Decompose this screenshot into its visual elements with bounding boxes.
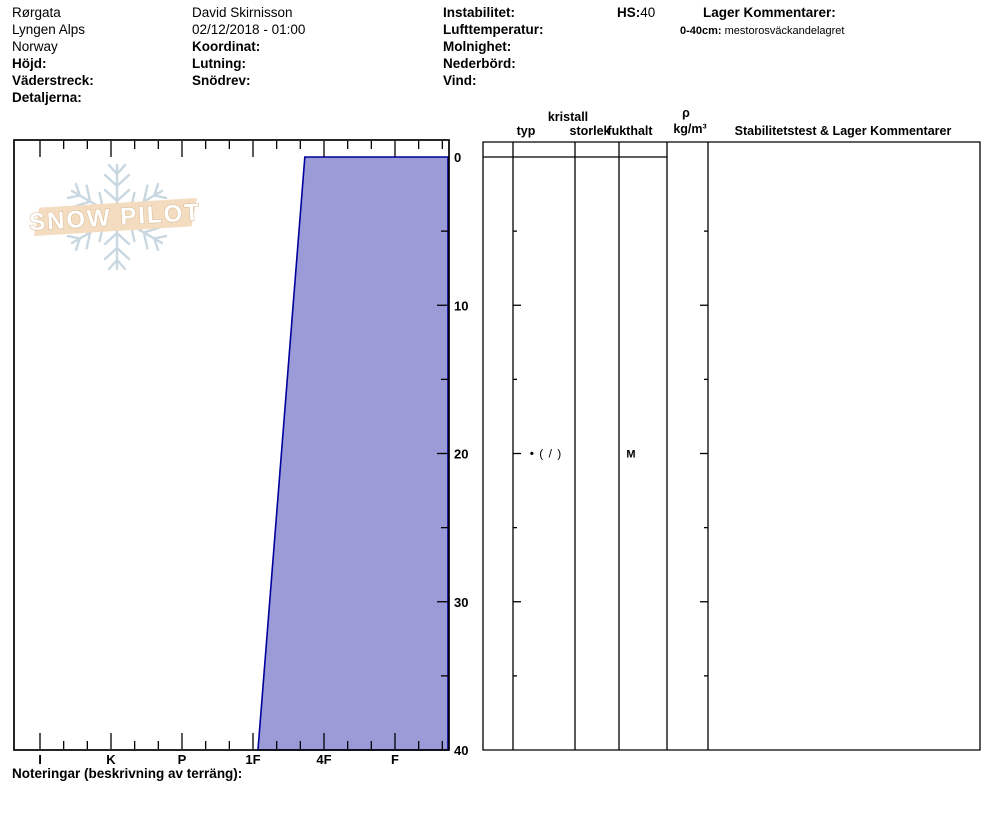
layer-comment-range: 0-40cm:	[680, 25, 722, 37]
hardness-axis-label: I	[38, 752, 42, 767]
hardness-axis-label: 4F	[316, 752, 332, 767]
logo-text: SNOW PILOT	[28, 198, 202, 237]
logo-banner	[28, 198, 201, 236]
layer-comment-text: mestorosväckandelagret	[724, 25, 845, 37]
hardness-axis-label: F	[391, 752, 399, 767]
noteringar-label: Noteringar (beskrivning av terräng):	[12, 766, 243, 781]
nederbord-label: Nederbörd:	[443, 56, 516, 71]
location-name: Rørgata	[12, 5, 61, 20]
country-name: Norway	[12, 39, 58, 54]
lager-kommentarer-title: Lager Kommentarer:	[703, 5, 836, 20]
hs-label: HS:	[617, 5, 641, 20]
depth-label: 40	[454, 743, 469, 758]
koordinat-label: Koordinat:	[192, 39, 261, 54]
depth-label: 30	[454, 594, 469, 610]
instabilitet-label: Instabilitet:	[443, 5, 516, 20]
col-header-typ: typ	[516, 124, 536, 138]
depth-label: 0	[454, 150, 462, 165]
depth-label: 10	[454, 298, 469, 314]
snodrev-label: Snödrev:	[192, 73, 251, 88]
col-header-rho: ρ	[682, 106, 690, 120]
hojd-label: Höjd:	[12, 56, 47, 71]
col-header-stability: Stabilitetstest & Lager Kommentarer	[734, 124, 952, 138]
layer-polygon	[258, 157, 448, 750]
detaljerna-label: Detaljerna:	[12, 90, 82, 105]
observer-name: David Skirnisson	[192, 5, 293, 20]
lutning-label: Lutning:	[192, 56, 246, 71]
col-header-kristall: kristall	[547, 110, 589, 124]
observation-datetime: 02/12/2018 - 01:00	[192, 22, 306, 37]
col-header-rho-unit: kg/m³	[673, 122, 707, 136]
hardness-axis-label: P	[177, 752, 187, 767]
depth-label: 20	[454, 446, 469, 462]
lufttemperatur-label: Lufttemperatur:	[443, 22, 544, 37]
hardness-axis-label: 1F	[245, 752, 261, 767]
vaderstreck-label: Väderstreck:	[12, 73, 94, 88]
grain-type-symbol: • ( / )	[529, 446, 563, 461]
hs-value: 40	[640, 5, 656, 20]
moisture-symbol: M	[626, 448, 636, 461]
col-header-storlek: storlek	[569, 124, 611, 138]
vind-label: Vind:	[443, 73, 477, 88]
region-name: Lyngen Alps	[12, 22, 86, 37]
snowpilot-logo	[28, 165, 201, 269]
col-header-fukthalt: fukthalt	[607, 124, 653, 138]
molnighet-label: Molnighet:	[443, 39, 512, 54]
hardness-axis-label: K	[106, 752, 116, 767]
